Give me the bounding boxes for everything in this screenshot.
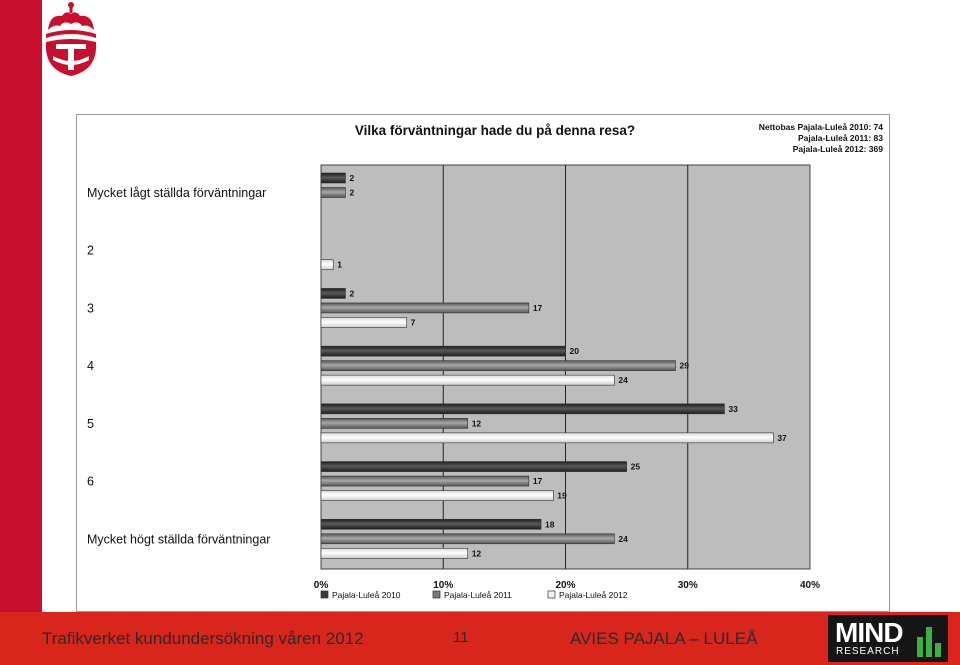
category-label: Mycket lågt ställda förväntningar [87,186,267,200]
category-label: 3 [87,301,94,316]
footer-right-text: AVIES PAJALA – LULEÅ [570,629,758,648]
data-label: 1 [337,259,342,270]
bar [321,288,345,298]
bar [321,404,724,414]
footer-left-text: Trafikverket kundundersökning våren 2012 [42,629,364,648]
base-note-row: Pajala-Luleå 2010: 74 [797,122,883,132]
data-label: 2 [349,173,355,183]
bars-icon [916,623,942,657]
data-label: 33 [728,403,738,414]
data-label: 20 [569,346,579,357]
data-label: 19 [557,490,567,501]
category-label: 6 [87,474,94,489]
bar [321,433,773,443]
data-label: 24 [618,533,628,544]
mind-research-logo [828,615,948,662]
bar [321,361,676,371]
logo-subword: RESEARCH [836,646,900,657]
data-label: 2 [349,288,355,299]
data-label: 12 [471,418,482,429]
bar [321,260,333,270]
left-red-bar [0,0,42,665]
data-label: 18 [545,519,555,530]
chart-title: Vilka förväntningar hade du på denna resa? [354,123,636,138]
legend-label: Pajala-Luleå 2012 [559,590,628,600]
x-tick-label: 20% [555,580,576,591]
legend-swatch [321,591,328,598]
bar [321,548,468,558]
page-number: 11 [453,629,469,646]
category-label: Mycket högt ställda förväntningar [87,532,271,547]
legend-swatch [433,591,440,598]
data-label: 24 [618,375,628,386]
bar [321,476,529,486]
data-label: 17 [532,302,543,313]
data-label: 12 [471,548,482,559]
footer-bar [0,612,960,665]
data-label: 17 [532,476,543,487]
legend-label: Pajala-Luleå 2011 [444,590,512,600]
chart-panel [76,114,890,612]
bar [321,173,345,183]
logo-word: MIND [835,617,903,648]
bar [321,317,407,327]
category-label: 5 [87,416,94,431]
bar [321,346,566,356]
x-tick-label: 40% [799,580,821,591]
base-note-row: Pajala-Luleå 2011: 83 [797,133,883,143]
category-label: 4 [87,359,94,374]
data-label: 29 [679,360,689,371]
bar [321,534,614,544]
data-label: 25 [630,461,641,472]
data-label: 7 [410,317,416,328]
data-label: 37 [777,432,787,443]
category-label: 2 [87,243,94,258]
legend-swatch [548,591,555,598]
x-tick-label: 0% [313,580,329,591]
bar [321,375,614,385]
legend-label: Pajala-Luleå 2010 [332,590,401,600]
data-label: 2 [349,187,355,198]
bar [321,519,541,529]
bar [321,462,627,472]
trafikverket-crown-logo [40,0,102,80]
bar-chart [77,115,889,611]
base-note-row: Pajala-Luleå 2012: 369 [792,144,883,154]
x-tick-label: 30% [677,580,698,591]
bar [321,188,345,198]
bar [321,303,529,313]
base-note-label: Nettobas [758,122,796,132]
bar [321,418,468,428]
x-tick-label: 10% [433,580,454,591]
bar [321,491,553,501]
